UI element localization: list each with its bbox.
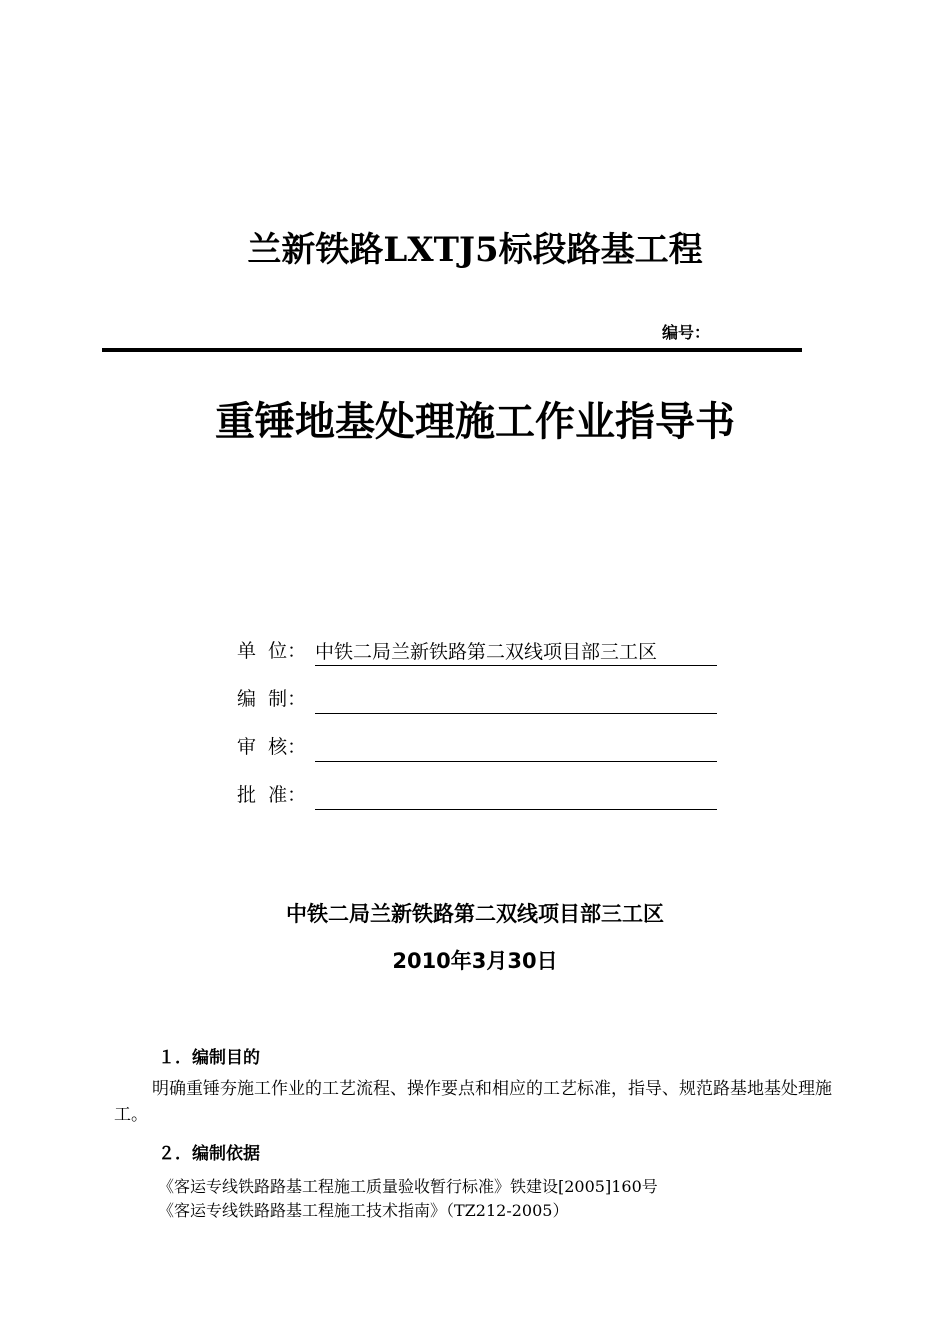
unit-field-row	[237, 636, 717, 666]
section-1-body: 明确重锤夯施工作业的工艺流程、操作要点和相应的工艺标准，指导、规范路基地基处理施工。	[114, 1079, 832, 1125]
section-2-heading: ２．编制依据	[158, 1144, 260, 1164]
document-date: 2010年3月30日	[392, 949, 558, 973]
compile-label: 编 制：	[237, 688, 307, 710]
review-label: 审 核：	[237, 736, 307, 758]
organization-name: 中铁二局兰新铁路第二双线项目部三工区	[286, 902, 664, 926]
doc-number-label: 编号：	[662, 323, 711, 342]
reference-item: 《客运专线铁路路基工程施工质量验收暂行标准》铁建设[2005]160号	[158, 1177, 658, 1196]
project-title: 兰新铁路LXTJ5标段路基工程	[247, 230, 703, 270]
unit-value: 中铁二局兰新铁路第二双线项目部三工区	[315, 639, 717, 666]
header-divider	[102, 348, 802, 352]
document-title: 重锤地基处理施工作业指导书	[215, 399, 735, 445]
reference-item: 《客运专线铁路路基工程施工技术指南》（TZ212-2005）	[158, 1201, 569, 1220]
review-blank	[315, 735, 717, 762]
approve-field-row	[237, 780, 717, 810]
approve-blank	[315, 783, 717, 810]
approve-label: 批 准：	[237, 784, 307, 806]
compile-field-row	[237, 684, 717, 714]
compile-blank	[315, 687, 717, 714]
unit-label: 单 位：	[237, 640, 307, 662]
review-field-row	[237, 732, 717, 762]
section-1-heading: １．编制目的	[158, 1048, 260, 1068]
